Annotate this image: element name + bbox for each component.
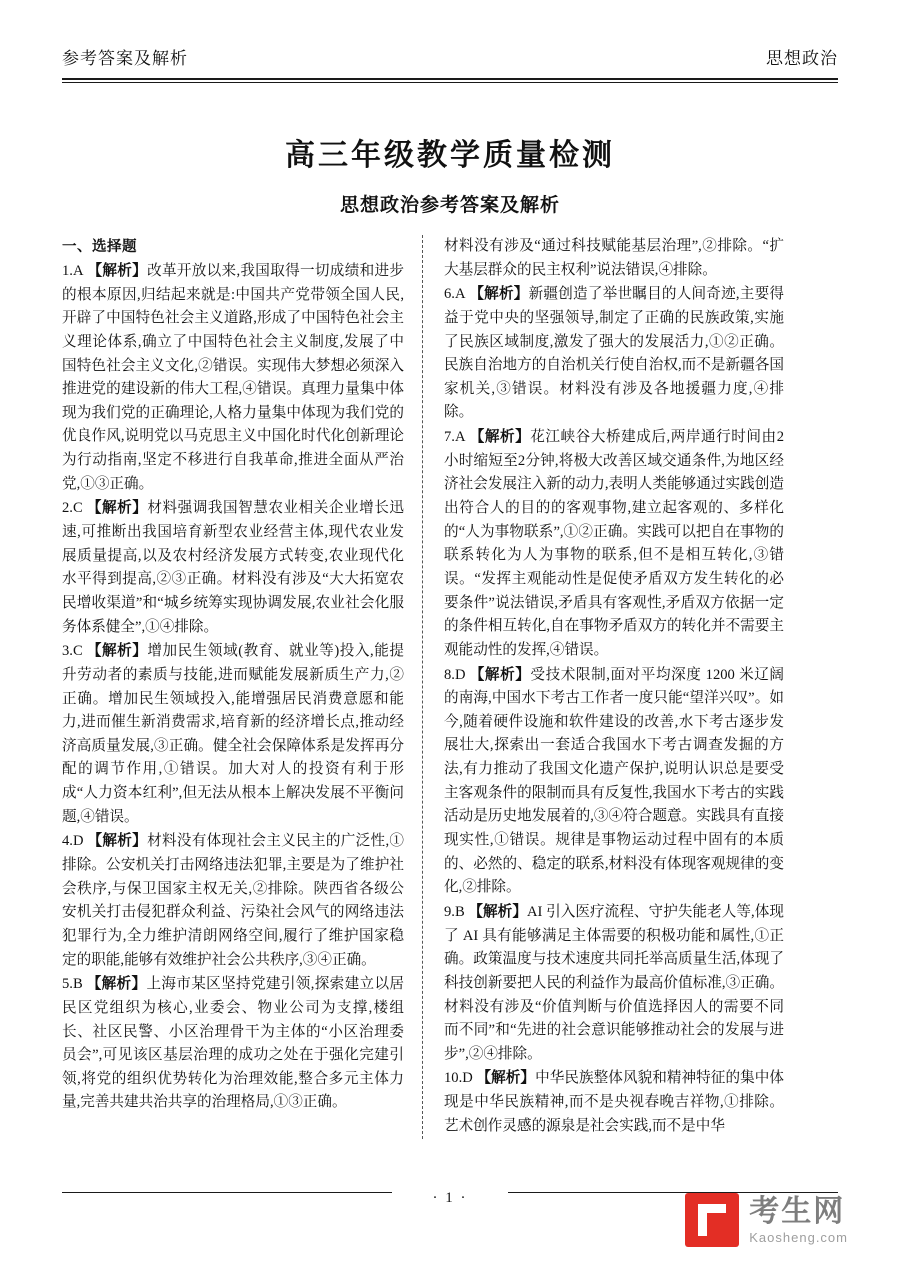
item-analysis-tag: 【解析】: [87, 833, 148, 850]
item-text: 增加民生领域(教育、就业等)投入,能提升劳动者的素质与技能,进而赋能发展新质生产力,②正确。增加民生领域投入,能增强居民消费意愿和能力,进而催生新消费需求,培育新的经济增长点,推动经济高质量发展,③正确。健全社会保障体系是发挥再分配的调节作用,①错误。加大对人的投资有利于形成“人力资本红利”,但无法从根本上解决发展不平衡问题,④错误。: [62, 643, 404, 825]
header-divider-thin: [62, 82, 838, 83]
right-column: [426, 235, 784, 1139]
page-number: · 1 ·: [432, 1190, 468, 1206]
column-divider: [422, 235, 424, 1139]
item-text: 花江峡谷大桥建成后,两岸通行时间由2小时缩短至2分钟,将极大改善区域交通条件,为地区经济社会发展注入新的动力,表明人类能够通过实践创造出符合人的目的的客观事物,建立起客观的、多样化的“人为事物联系”,①②正确。实践可以把自在事物的联系转化为人为事物的联系,但不是相互转化,③错误。“发挥主观能动性是促使矛盾双方发生转化的必要条件”说法错误,矛盾具有客观性,矛盾双方依据一定的条件相互转化,自在事物矛盾双方的转化并不需要主观能动性的发挥,④错误。: [444, 429, 784, 658]
item-answer: A: [454, 286, 466, 303]
item-number: 1.: [62, 263, 73, 279]
item-number: 9.: [444, 903, 455, 920]
item-number: 3.: [62, 643, 73, 660]
watermark-text: [749, 1194, 848, 1245]
kaosheng-logo-icon: [685, 1193, 739, 1247]
answer-item: [444, 1067, 784, 1138]
section-heading-choice: 一、选择题: [62, 239, 137, 255]
item-number: 7.: [444, 429, 455, 446]
item-text: AI 引入医疗流程、守护失能老人等,体现了 AI 具有能够满足主体需要的积极功能和属性,①正确。政策温度与技术速度共同托举高质量生活,体现了科技创新要把人民的利益作为最高价值标准,③正确。材料没有涉及“价值判断与价值选择因人的需要不同而不同”和“先进的社会意识能够推动社会的发展与进步”,②④排除。: [444, 903, 784, 1062]
answer-item: [444, 664, 784, 900]
item-text: 材料没有体现社会主义民主的广泛性,①排除。公安机关打击网络违法犯罪,主要是为了维护社会秩序,与保卫国家主权无关,②排除。陕西省各级公安机关打击侵犯群众利益、污染社会风气的网络违法犯罪行为,全力维护清朗网络空间,履行了维护国家稳定的职能,能够有效维护社会公共秩序,③④正确。: [62, 833, 404, 968]
item-text: 材料强调我国智慧农业相关企业增长迅速,可推断出我国培育新型农业经营主体,现代农业发展质量提高,以及农村经济发展方式转变,农业现代化水平得到提高,②③正确。材料没有涉及“大大拓宽农民增收渠道”和“城乡统筹实现协调发展,农业社会化服务体系健全”,①④排除。: [62, 500, 404, 635]
item-analysis-tag: 【解析】: [86, 500, 148, 517]
watermark-brand-en: Kaosheng.com: [749, 1229, 848, 1245]
item-analysis-tag: 【解析】: [469, 286, 529, 303]
item-number: 8.: [444, 666, 455, 683]
answer-item-continuation: [444, 235, 784, 282]
item-answer: B: [72, 976, 83, 993]
item-text: 材料没有涉及“通过科技赋能基层治理”,②排除。“扩大基层群众的民主权利”说法错误,④排除。: [444, 238, 784, 278]
item-text: 中华民族整体风貌和精神特征的集中体现是中华民族精神,而不是央视春晚吉祥物,①排除。艺术创作灵感的源泉是社会实践,而不是中华: [444, 1070, 784, 1134]
header-left-label: 参考答案及解析: [62, 49, 188, 68]
item-answer: C: [72, 643, 83, 660]
page-title: 高三年级教学质量检测: [285, 139, 615, 172]
answer-item: [444, 283, 784, 425]
item-number: 10.: [444, 1070, 463, 1087]
left-column: [62, 235, 420, 1139]
item-number: 5.: [62, 976, 73, 993]
item-number: 4.: [62, 833, 73, 850]
header-divider-thick: [62, 78, 838, 80]
item-answer: A: [454, 429, 466, 446]
content-columns: [62, 235, 838, 1139]
page-header: [62, 0, 838, 88]
item-answer: A: [72, 263, 84, 279]
answer-item: [62, 640, 404, 829]
item-analysis-tag: 【解析】: [476, 1070, 536, 1087]
item-answer: C: [72, 500, 83, 517]
answer-item: [444, 426, 784, 662]
answer-item: [62, 830, 404, 972]
page-subtitle: 思想政治参考答案及解析: [339, 195, 560, 216]
item-answer: B: [454, 903, 465, 920]
item-text: 上海市某区坚持党建引领,探索建立以居民区党组织为核心,业委会、物业公司为支撑,楼组长、社区民警、小区治理骨干为主体的“小区治理委员会”,可见该区基层治理的成功之处在于强化完建引领,将党的组织优势转化为治理效能,整合多元主体力量,完善共建共治共享的治理格局,①③正确。: [62, 976, 404, 1111]
item-analysis-tag: 【解析】: [86, 976, 147, 993]
answer-item: [444, 901, 784, 1066]
item-analysis-tag: 【解析】: [469, 429, 531, 446]
item-text: 改革开放以来,我国取得一切成绩和进步的根本原因,归结起来就是:中国共产党带领全国人民,开辟了中国特色社会主义道路,形成了中国特色社会主义理论体系,确立了中国特色社会主义制度,发展了中国特色社会主义文化,②错误。实现伟大梦想必须深入推进党的建设新的伟大工程,④错误。真理力量集中体现为我们党的正确理论,人格力量集中体现为我们党的优良作风,说明党以马克思主义中国化时代化创新理论为行动指南,坚定不移进行自我革命,推进全面从严治党,①③正确。: [62, 263, 404, 492]
answer-item: [62, 497, 404, 639]
item-number: 2.: [62, 500, 73, 517]
item-number: 6.: [444, 286, 455, 303]
item-analysis-tag: 【解析】: [87, 263, 148, 279]
answer-item: [62, 973, 404, 1115]
answer-item: [62, 260, 404, 496]
watermark: [685, 1193, 848, 1247]
item-text: 受技术限制,面对平均深度 1200 米辽阔的南海,中国水下考古工作者一度只能“望洋兴叹”。如今,随着硬件设施和软件建设的改善,水下考古逐步发展壮大,探索出一套适合我国水下考古调查发掘的方法,有力推动了我国文化遗产保护,说明认识总是要受主客观条件的限制而具有反复性,我国水下考古的实践活动是历史地发展着的,③④符合题意。实践具有直接现实性,①错误。规律是事物运动过程中固有的本质的、必然的、稳定的联系,材料没有体现客观规律的变化,②排除。: [444, 666, 784, 896]
item-analysis-tag: 【解析】: [468, 903, 527, 920]
item-text: 新疆创造了举世瞩目的人间奇迹,主要得益于党中央的坚强领导,制定了正确的民族政策,实施了民族区域制度,激发了强大的发展活力,①②正确。民族自治地方的自治机关行使自治权,而不是新疆各国家机关,③错误。材料没有涉及各地援疆力度,④排除。: [444, 286, 784, 421]
item-analysis-tag: 【解析】: [469, 666, 531, 683]
item-answer: D: [454, 666, 466, 683]
item-answer: D: [72, 833, 84, 850]
header-right-label: 思想政治: [766, 49, 838, 68]
item-analysis-tag: 【解析】: [86, 643, 148, 660]
item-answer: D: [462, 1070, 473, 1087]
watermark-brand-cn: 考生网: [749, 1194, 846, 1228]
